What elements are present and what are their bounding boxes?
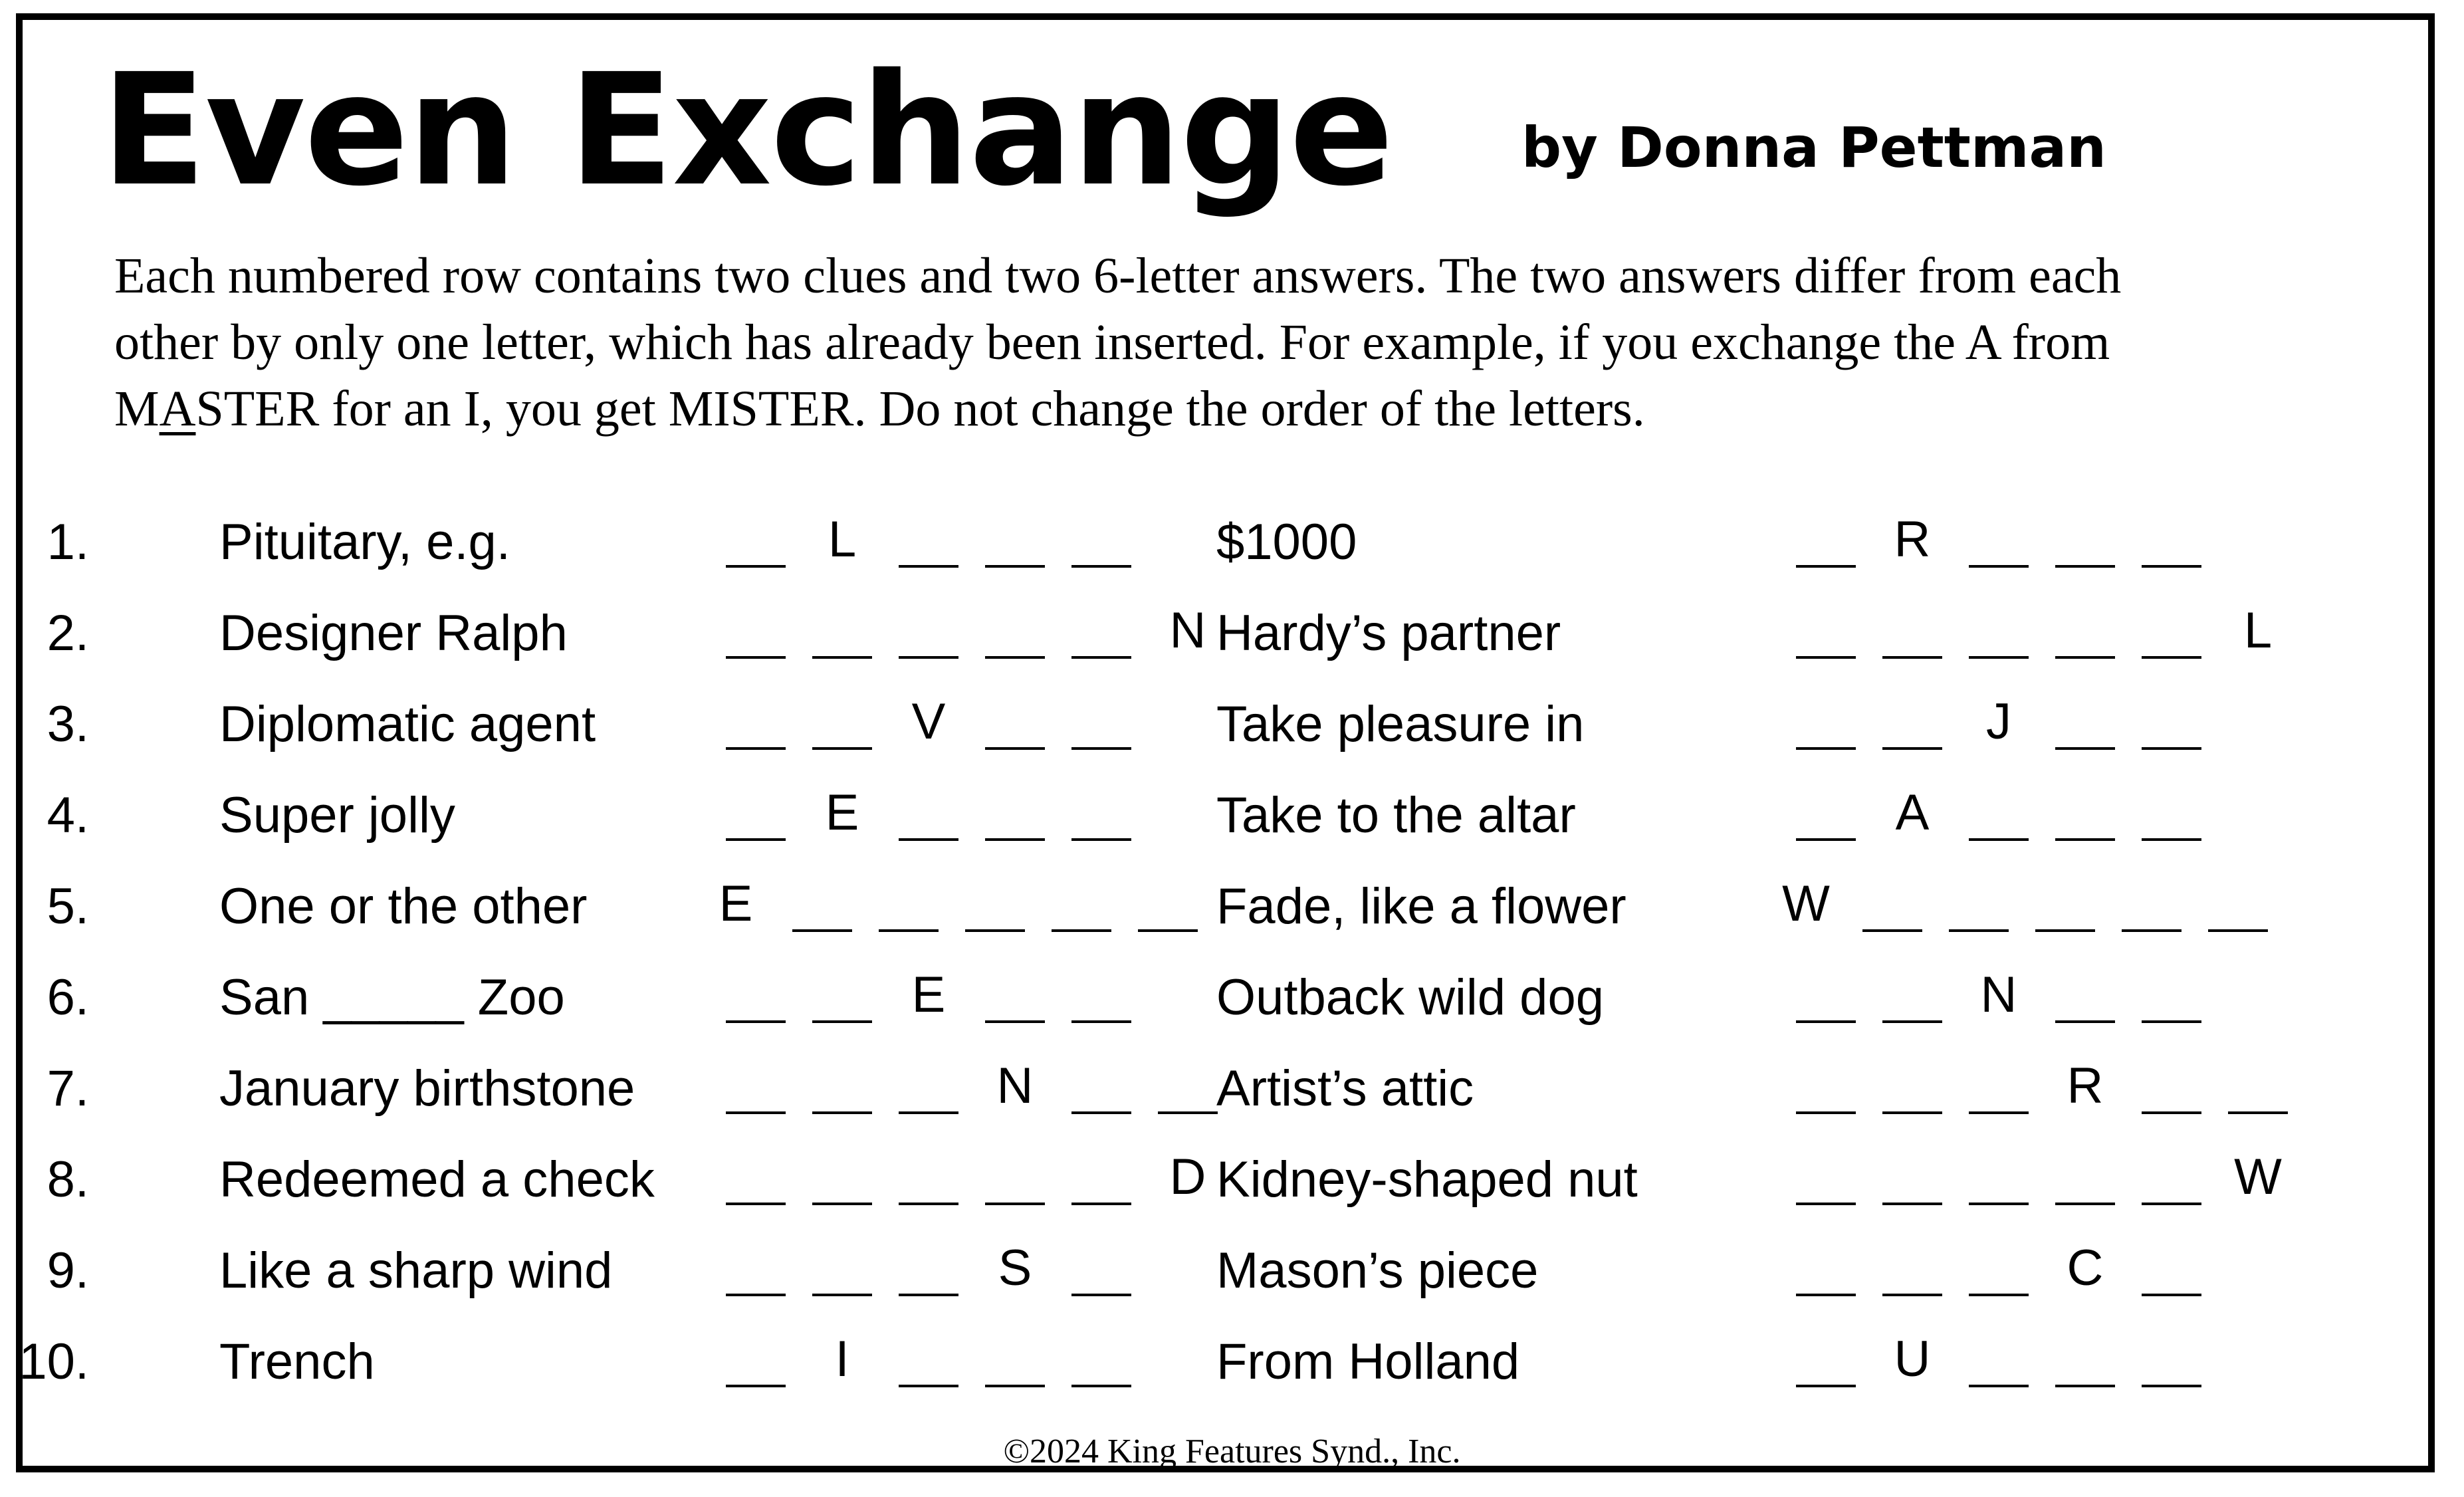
left-answer-blank[interactable] [726,1152,786,1205]
left-answer-blank[interactable] [985,1152,1045,1205]
right-answer-blank[interactable] [1796,788,1856,841]
left-answer-blank[interactable] [899,1334,958,1387]
right-answer-blank[interactable] [2055,788,2115,841]
left-answer-blank[interactable] [1071,1152,1131,1205]
left-answer-blank[interactable] [726,788,786,841]
left-answer-given-letter: N [996,1058,1034,1114]
left-answer-blank[interactable] [726,606,786,659]
right-answer-blank[interactable] [2055,1152,2115,1205]
right-answer-blank[interactable] [1882,606,1942,659]
left-clue: Redeemed a check [219,1151,655,1208]
right-answer-blank[interactable] [2055,970,2115,1023]
right-answer-blank[interactable] [1882,1243,1942,1296]
left-answer-given-letter: E [911,967,946,1023]
row-number: 8. [47,1151,89,1208]
left-answer-blank[interactable] [1071,515,1131,568]
copyright-notice: ©2024 King Features Synd., Inc. [1003,1433,1461,1470]
row-number: 3. [47,696,89,752]
left-answer-blank[interactable] [812,1243,872,1296]
left-clue: January birthstone [219,1060,635,1117]
right-answer-blank[interactable] [2142,788,2201,841]
right-answer-given-letter: C [2067,1240,2104,1296]
right-answer-blank[interactable] [2055,697,2115,750]
right-answer-blank[interactable] [1969,606,2029,659]
right-clue: From Holland [1216,1333,1520,1390]
right-answer-blank[interactable] [2142,1243,2201,1296]
left-answer-blank[interactable] [985,970,1045,1023]
instructions-line-1: Each numbered row contains two clues and two 6-letter answers. The two answers differ from each [114,248,2122,304]
right-answer-given-letter: J [1986,693,2011,750]
right-answer-blank[interactable] [1969,1243,2029,1296]
right-answer-blank[interactable] [1796,1334,1856,1387]
right-clue: Mason’s piece [1216,1242,1539,1299]
left-answer-blank[interactable] [899,1061,958,1114]
right-answer-blank[interactable] [2142,606,2201,659]
row-number: 1. [47,514,89,570]
right-answer-blank[interactable] [2208,879,2268,932]
right-clue: Hardy’s partner [1216,605,1561,661]
left-answer-blank[interactable] [899,606,958,659]
example-underlined-letter: A [159,381,196,437]
left-answer-blank[interactable] [899,1243,958,1296]
left-answer-blank[interactable] [1071,697,1131,750]
left-answer-given-letter: I [835,1331,849,1387]
left-answer-given-letter: S [998,1240,1032,1296]
left-answer-given-letter: N [1169,602,1206,659]
right-answer-blank[interactable] [2055,606,2115,659]
right-answer-blank[interactable] [1882,1061,1942,1114]
right-answer-blank[interactable] [2035,879,2095,932]
right-answer-blank[interactable] [2122,879,2182,932]
left-answer-blank[interactable] [812,606,872,659]
left-answer-blank[interactable] [726,697,786,750]
left-clue: San _____ Zoo [219,969,565,1026]
left-answer-blank[interactable] [899,788,958,841]
left-answer-blank[interactable] [985,515,1045,568]
left-answer-given-letter: E [825,784,859,841]
row-number: 10. [19,1333,89,1390]
left-answer-blank[interactable] [812,970,872,1023]
right-answer-blank[interactable] [1882,1152,1942,1205]
right-answer-blank[interactable] [1796,1061,1856,1114]
left-answer-blank[interactable] [792,879,852,932]
right-clue: Take pleasure in [1216,696,1585,752]
right-answer-blank[interactable] [2142,1061,2201,1114]
left-clue: Trench [219,1333,375,1390]
row-number: 2. [47,605,89,661]
example-prefix: M [114,381,160,437]
right-answer-blank[interactable] [1796,1152,1856,1205]
right-clue: Outback wild dog [1216,969,1604,1026]
right-answer-blank[interactable] [1969,1152,2029,1205]
left-answer-blank[interactable] [1052,879,1111,932]
left-clue: Like a sharp wind [219,1242,613,1299]
instructions [114,243,2388,442]
left-clue: Pituitary, e.g. [219,514,510,570]
row-number: 9. [47,1242,89,1299]
row-number: 5. [47,878,89,935]
left-answer-blank[interactable] [726,515,786,568]
left-answer-blank[interactable] [1071,970,1131,1023]
right-answer-given-letter: U [1894,1331,1931,1387]
left-answer-blank[interactable] [985,788,1045,841]
left-answer-given-letter: V [911,693,946,750]
right-clue: Kidney-shaped nut [1216,1151,1638,1208]
author-byline: by Donna Pettman [1521,115,2106,180]
right-answer-given-letter: A [1895,784,1930,841]
left-clue: One or the other [219,878,588,935]
right-answer-blank[interactable] [1862,879,1922,932]
right-answer-blank[interactable] [1882,970,1942,1023]
left-clue: Diplomatic agent [219,696,596,752]
right-answer-blank[interactable] [2142,697,2201,750]
right-answer-blank[interactable] [1969,788,2029,841]
left-answer-given-letter: L [828,511,857,568]
right-answer-blank[interactable] [2142,1334,2201,1387]
right-clue: $1000 [1216,514,1357,570]
right-answer-blank[interactable] [1796,606,1856,659]
right-answer-blank[interactable] [1796,970,1856,1023]
left-clue: Designer Ralph [219,605,568,661]
right-answer-blank[interactable] [1796,515,1856,568]
left-answer-blank[interactable] [1071,1061,1131,1114]
left-answer-blank[interactable] [812,1152,872,1205]
right-clue: Take to the altar [1216,787,1576,844]
left-answer-blank[interactable] [726,970,786,1023]
left-answer-given-letter: E [719,875,753,932]
puzzle-frame [16,13,2435,1472]
left-answer-blank[interactable] [726,1243,786,1296]
left-answer-blank[interactable] [965,879,1025,932]
instructions-line-2: other by only one letter, which has already been inserted. For example, if you exchange the A from [114,314,2110,370]
right-answer-blank[interactable] [1796,697,1856,750]
right-answer-given-letter: W [1782,875,1830,932]
left-answer-blank[interactable] [879,879,939,932]
right-answer-blank[interactable] [2142,1152,2201,1205]
right-answer-blank[interactable] [1949,879,2009,932]
left-clue: Super jolly [219,787,455,844]
right-answer-blank[interactable] [1969,515,2029,568]
right-answer-given-letter: L [2243,602,2273,659]
right-answer-blank[interactable] [1796,1243,1856,1296]
row-number: 7. [47,1060,89,1117]
example-suffix: STER for an I, you get MISTER. Do not change the order of the letters. [195,381,1645,437]
right-answer-blank[interactable] [2228,1061,2288,1114]
left-answer-blank[interactable] [812,697,872,750]
left-answer-blank[interactable] [985,1334,1045,1387]
instructions-line-3 [114,381,1645,437]
row-number: 4. [47,787,89,844]
left-answer-blank[interactable] [985,606,1045,659]
right-answer-blank[interactable] [1882,697,1942,750]
right-answer-blank[interactable] [2055,515,2115,568]
right-answer-given-letter: N [1980,967,2017,1023]
left-answer-blank[interactable] [1071,1334,1131,1387]
right-answer-given-letter: R [2067,1058,2104,1114]
right-clue: Fade, like a flower [1216,878,1626,935]
right-answer-blank[interactable] [2142,970,2201,1023]
left-answer-blank[interactable] [985,697,1045,750]
left-answer-blank[interactable] [1071,788,1131,841]
left-answer-given-letter: D [1169,1149,1206,1205]
left-answer-blank[interactable] [812,1061,872,1114]
left-answer-blank[interactable] [1138,879,1198,932]
left-answer-blank[interactable] [899,1152,958,1205]
left-answer-blank[interactable] [899,515,958,568]
left-answer-blank[interactable] [726,1061,786,1114]
left-answer-blank[interactable] [1158,1061,1218,1114]
right-answer-blank[interactable] [2142,515,2201,568]
right-clue: Artist’s attic [1216,1060,1474,1117]
puzzle-title: Even Exchange [101,41,1393,220]
right-answer-blank[interactable] [1969,1334,2029,1387]
right-answer-given-letter: R [1894,511,1931,568]
left-answer-blank[interactable] [1071,606,1131,659]
right-answer-blank[interactable] [1969,1061,2029,1114]
right-answer-given-letter: W [2234,1149,2282,1205]
row-number: 6. [47,969,89,1026]
left-answer-blank[interactable] [1071,1243,1131,1296]
right-answer-blank[interactable] [2055,1334,2115,1387]
left-answer-blank[interactable] [726,1334,786,1387]
